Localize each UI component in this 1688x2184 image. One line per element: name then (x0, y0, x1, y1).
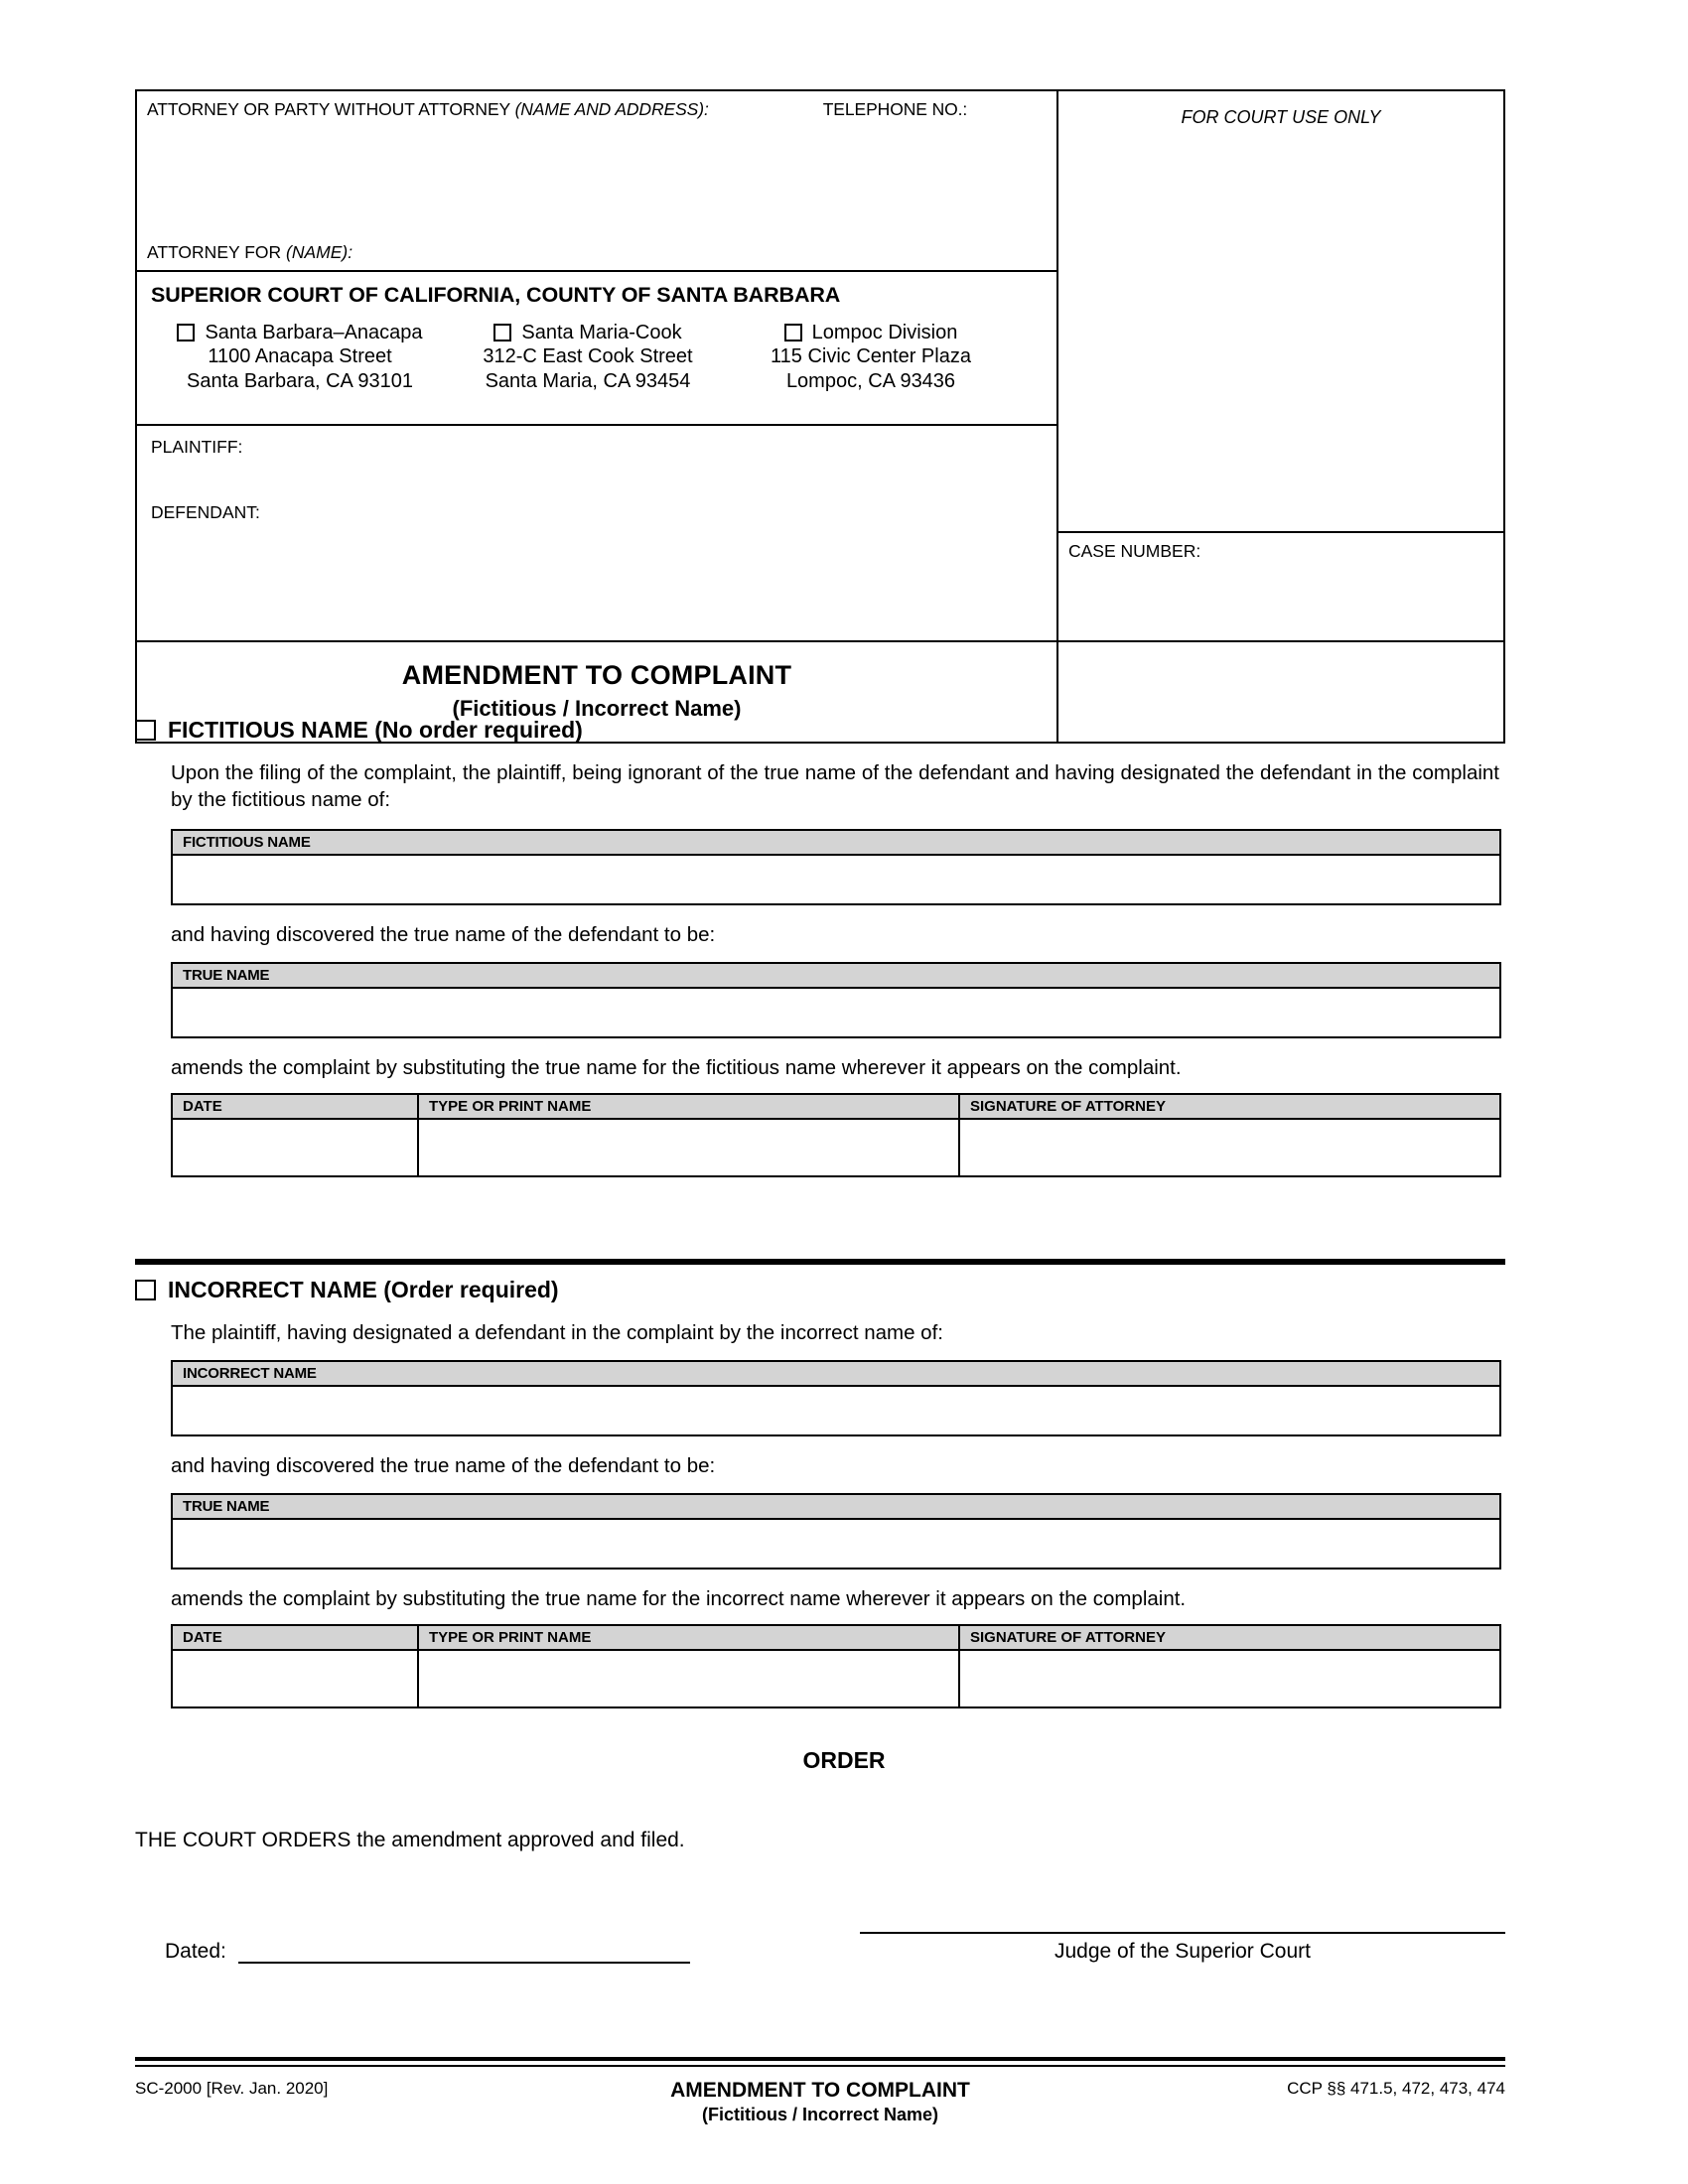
fictitious-name-field-value[interactable] (173, 856, 1499, 903)
dated-input-line[interactable] (238, 1936, 690, 1964)
division-citystate: Santa Maria, CA 93454 (485, 369, 691, 392)
division-header (151, 321, 449, 344)
division-street: 312-C East Cook Street (483, 345, 693, 368)
order-text: THE COURT ORDERS the amendment approved and filed. (135, 1829, 685, 1851)
incorrect-intro-text: The plaintiff, having designated a defendant in the complaint by the incorrect name of: (171, 1321, 943, 1344)
attorney-for-text: ATTORNEY FOR (147, 242, 282, 262)
column-header-signature-of-attorney: SIGNATURE OF ATTORNEY (970, 1629, 1166, 1647)
division-header (449, 321, 727, 344)
incorrect-name-fieldbox[interactable] (171, 1360, 1501, 1436)
footer-form-number: SC-2000 [Rev. Jan. 2020] (135, 2079, 329, 2098)
footer-rule-thick (135, 2057, 1505, 2061)
attorney-label-italic: (NAME AND ADDRESS): (514, 99, 709, 119)
dated-group[interactable] (135, 1936, 690, 1964)
plaintiff-label: PLAINTIFF: (151, 437, 243, 457)
form-subtitle: (Fictitious / Incorrect Name) (452, 696, 742, 721)
checkbox-lompoc-division[interactable] (784, 324, 802, 341)
checkbox-fictitious-name[interactable] (135, 720, 156, 741)
division-name: Santa Barbara–Anacapa (205, 322, 423, 343)
division-name: Lompoc Division (811, 322, 958, 343)
attorney-block[interactable] (137, 91, 1056, 272)
cell-type-or-print-name[interactable] (419, 1120, 960, 1175)
incorrect-true-name-field-label: TRUE NAME (173, 1495, 1499, 1520)
fictitious-name-fieldbox[interactable] (171, 829, 1501, 905)
division-citystate: Lompoc, CA 93436 (785, 369, 956, 392)
column-header-type-or-print-name: TYPE OR PRINT NAME (419, 1095, 960, 1118)
division-lompoc[interactable] (727, 321, 1015, 393)
column-header-date: DATE (173, 1626, 419, 1649)
column-header-type-or-print-name: TYPE OR PRINT NAME (419, 1626, 960, 1649)
division-street: 115 Civic Center Plaza (771, 345, 971, 368)
caption-upper-row (137, 91, 1503, 640)
form-title: AMENDMENT TO COMPLAINT (401, 660, 792, 690)
division-name: Santa Maria-Cook (521, 322, 682, 343)
division-header (727, 321, 1015, 344)
cell-date[interactable] (173, 1120, 419, 1175)
cell-type-or-print-name[interactable] (419, 1651, 960, 1706)
fictitious-name-heading-row[interactable] (135, 717, 1505, 744)
footer-citation: CCP §§ 471.5, 472, 473, 474 (1287, 2079, 1505, 2098)
fictitious-name-field-label: FICTITIOUS NAME (173, 831, 1499, 856)
division-santa-barbara-anacapa[interactable] (151, 321, 449, 393)
caption-right-column (1058, 91, 1503, 640)
cell-signature-of-attorney[interactable] (960, 1651, 1499, 1706)
dated-label: Dated: (165, 1940, 226, 1963)
column-header-signature-of-attorney: SIGNATURE OF ATTORNEY (970, 1098, 1166, 1116)
cell-signature-of-attorney[interactable] (960, 1120, 1499, 1175)
incorrect-true-name-field-value[interactable] (173, 1520, 1499, 1568)
incorrect-name-field-label: INCORRECT NAME (173, 1362, 1499, 1387)
fictitious-middle-text: and having discovered the true name of the defendant to be: (171, 923, 716, 947)
incorrect-middle-text: and having discovered the true name of the defendant to be: (171, 1454, 716, 1478)
table-header-row (173, 1626, 1499, 1651)
division-santa-maria-cook[interactable] (449, 321, 727, 393)
fictitious-name-section (135, 717, 1505, 1177)
attorney-for-label (147, 242, 352, 263)
court-title: SUPERIOR COURT OF CALIFORNIA, COUNTY OF SANTA BARBARA (151, 283, 841, 307)
judge-label: Judge of the Superior Court (1055, 1940, 1311, 1963)
fictitious-intro-text: Upon the filing of the complaint, the plaintiff, being ignorant of the true name of the defendant and having designated the defendant in the complaint by the fictitious name of: (171, 761, 1499, 812)
judge-signature-group (860, 1906, 1505, 1964)
table-header-row (173, 1095, 1499, 1120)
defendant-label: DEFENDANT: (151, 502, 260, 522)
order-title: ORDER (802, 1747, 886, 1773)
checkbox-santa-barbara-anacapa[interactable] (177, 324, 195, 341)
case-number-field[interactable] (1058, 533, 1503, 640)
caption-box (135, 89, 1505, 744)
checkbox-incorrect-name[interactable] (135, 1280, 156, 1300)
page-footer (135, 2079, 1505, 2125)
cell-date[interactable] (173, 1651, 419, 1706)
court-block (137, 272, 1056, 426)
section-divider-rule (135, 1259, 1505, 1265)
table-row (173, 1651, 1499, 1706)
incorrect-name-section (135, 1277, 1505, 1708)
division-citystate: Santa Barbara, CA 93101 (187, 369, 413, 392)
case-number-label: CASE NUMBER: (1068, 541, 1201, 561)
telephone-label: TELEPHONE NO.: (822, 99, 968, 119)
footer-title: AMENDMENT TO COMPLAINT (670, 2079, 970, 2102)
division-street: 1100 Anacapa Street (208, 345, 392, 368)
attorney-labels-row (147, 99, 1047, 120)
order-signature-area (135, 1906, 1505, 1964)
incorrect-closing-text: amends the complaint by substituting the true name for the incorrect name wherever it appears on the complaint. (171, 1587, 1187, 1611)
incorrect-name-heading: INCORRECT NAME (Order required) (168, 1277, 559, 1302)
footer-rule-thin (135, 2065, 1505, 2067)
incorrect-signature-table (171, 1624, 1501, 1708)
attorney-label (147, 99, 709, 120)
judge-signature-line[interactable] (860, 1906, 1505, 1934)
incorrect-true-name-fieldbox[interactable] (171, 1493, 1501, 1570)
footer-subtitle: (Fictitious / Incorrect Name) (701, 2105, 939, 2124)
fictitious-true-name-field-value[interactable] (173, 989, 1499, 1036)
incorrect-name-field-value[interactable] (173, 1387, 1499, 1434)
for-court-use-only-area (1058, 91, 1503, 533)
incorrect-name-heading-row[interactable] (135, 1277, 1505, 1303)
checkbox-santa-maria-cook[interactable] (493, 324, 511, 341)
for-court-use-only-label: FOR COURT USE ONLY (1181, 107, 1381, 127)
column-header-date: DATE (173, 1095, 419, 1118)
attorney-label-text: ATTORNEY OR PARTY WITHOUT ATTORNEY (147, 99, 510, 119)
attorney-for-italic: (NAME): (286, 242, 353, 262)
fictitious-name-heading: FICTITIOUS NAME (No order required) (168, 717, 583, 743)
fictitious-closing-text: amends the complaint by substituting the true name for the fictitious name wherever it appears on the complaint. (171, 1056, 1182, 1080)
fictitious-signature-table (171, 1093, 1501, 1177)
caption-left-column (137, 91, 1058, 640)
division-list (151, 321, 1047, 393)
table-row (173, 1120, 1499, 1175)
fictitious-true-name-field-label: TRUE NAME (173, 964, 1499, 989)
footer-title-block (512, 2079, 1128, 2125)
parties-block[interactable] (137, 426, 1056, 533)
fictitious-true-name-fieldbox[interactable] (171, 962, 1501, 1038)
